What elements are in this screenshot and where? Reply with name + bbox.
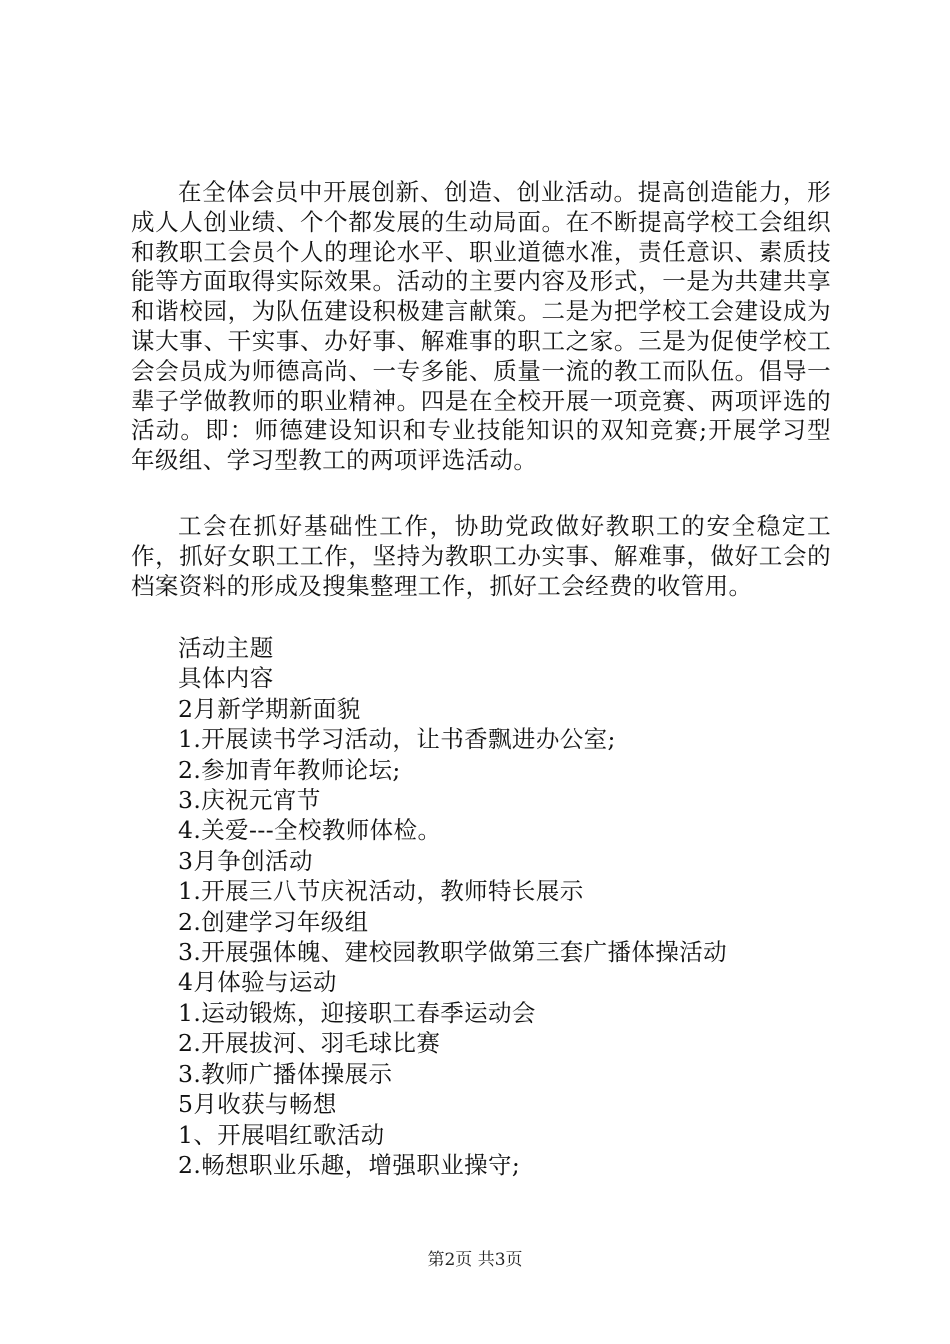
list-heading-content: 具体内容 xyxy=(178,664,274,693)
activity-schedule-list xyxy=(178,633,727,1180)
list-item: 1、开展唱红歌活动 xyxy=(178,1120,385,1149)
list-item: 2.畅想职业乐趣，增强职业操守; xyxy=(178,1150,521,1179)
list-item: 2.参加青年教师论坛; xyxy=(178,755,401,784)
month-heading-february: 2月新学期新面貌 xyxy=(178,694,361,723)
month-heading-april: 4月体验与运动 xyxy=(178,968,337,997)
month-heading-may: 5月收获与畅想 xyxy=(178,1090,337,1119)
list-item: 1.开展读书学习活动，让书香飘进办公室; xyxy=(178,725,616,754)
month-heading-march: 3月争创活动 xyxy=(178,846,313,875)
paragraph-activities: 在全体会员中开展创新、创造、创业活动。提高创造能力，形成人人创业绩、个个都发展的生动局面。在不断提高学校工会组织和教职工会员个人的理论水平、职业道德水准，责任意识、素质技能等方面取得实际效果。活动的主要内容及形式，一是为共建共享和谐校园，为队伍建设积极建言献策。二是为把学校工会建设成为谋大事、干实事、办好事、解难事的职工之家。三是为促使学校工会会员成为师德高尚、一专多能、质量一流的教工而队伍。倡导一辈子学做教师的职业精神。四是在全校开展一项竞赛、两项评选的活动。即：师德建设知识和专业技能知识的双知竞赛;开展学习型年级组、学习型教工的两项评选活动。 xyxy=(131,178,831,475)
list-item: 1.运动锻炼，迎接职工春季运动会 xyxy=(178,998,536,1027)
list-heading-theme: 活动主题 xyxy=(178,634,274,662)
list-item: 3.开展强体魄、建校园教职学做第三套广播体操活动 xyxy=(178,938,728,967)
list-item: 4.关爱---全校教师体检。 xyxy=(178,816,442,845)
list-item: 2.开展拔河、羽毛球比赛 xyxy=(178,1029,441,1058)
list-item: 3.庆祝元宵节 xyxy=(178,786,321,815)
page-number-footer: 第2页 共3页 xyxy=(427,1250,523,1270)
paragraph-union-work: 工会在抓好基础性工作，协助党政做好教职工的安全稳定工作，抓好女职工工作，坚持为教职工办实事、解难事，做好工会的档案资料的形成及搜集整理工作，抓好工会经费的收管用。 xyxy=(131,512,831,600)
list-item: 1.开展三八节庆祝活动，教师特长展示 xyxy=(178,877,584,906)
list-item: 2.创建学习年级组 xyxy=(178,907,369,936)
list-item: 3.教师广播体操展示 xyxy=(178,1059,393,1088)
